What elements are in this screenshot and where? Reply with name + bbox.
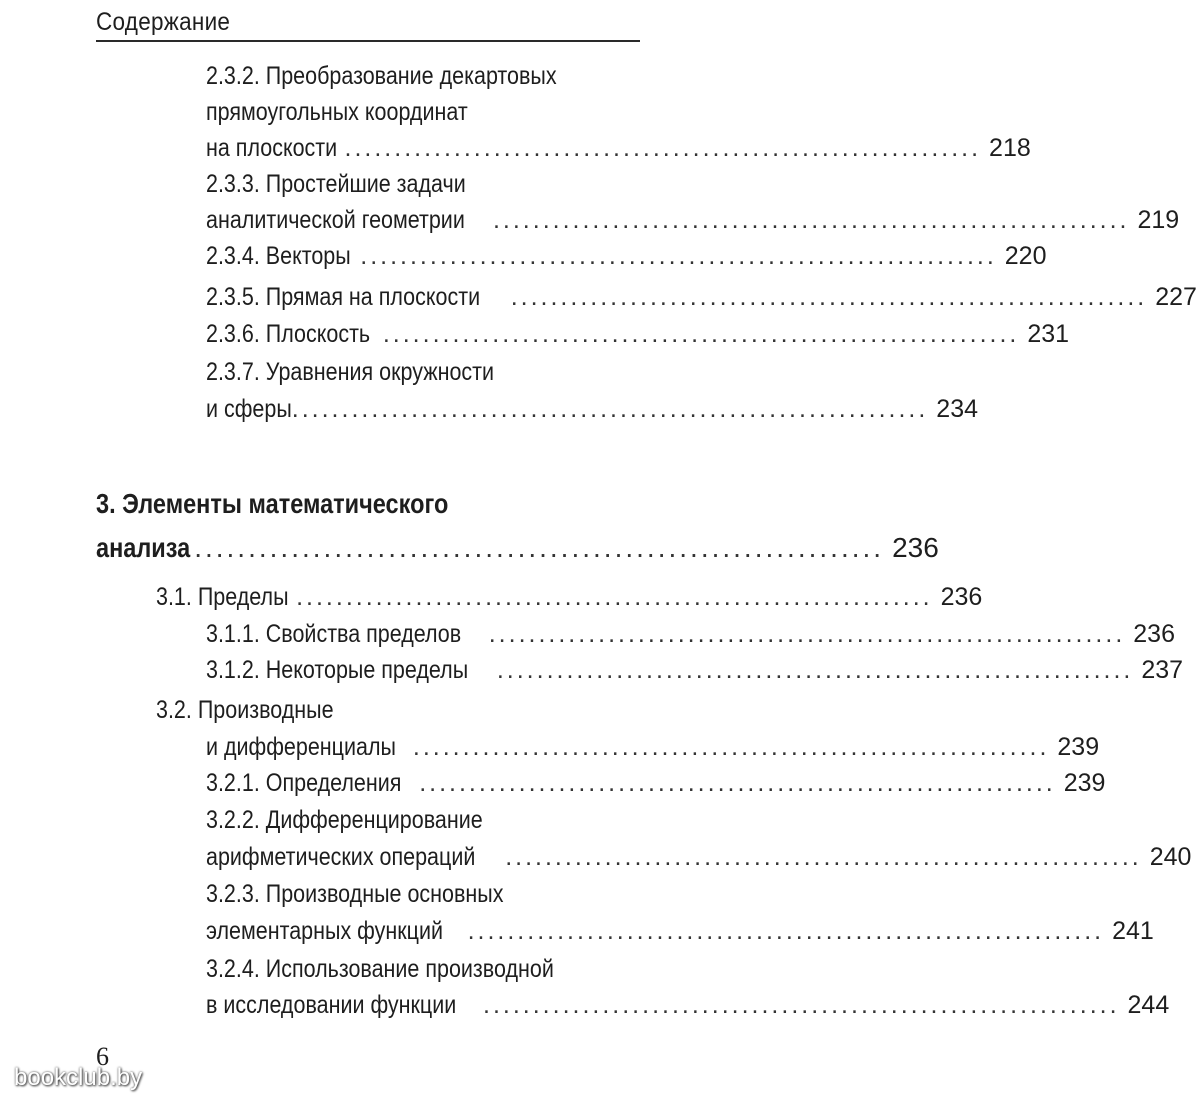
toc-entry-3-2-2-line1 (206, 802, 642, 838)
toc-entry-text: элементарных функций (206, 917, 443, 945)
toc-entry-2-3-3-line1 (206, 166, 642, 202)
toc-page-number: 220 (1004, 242, 1047, 270)
toc-entry-text: 2.3.2. Преобразование декартовых (206, 62, 557, 90)
toc-page-number: 219 (1137, 206, 1180, 234)
toc-entry-3-2-1[interactable] (206, 765, 1106, 801)
watermark: bookclub.by (14, 1064, 143, 1091)
toc-entry-text: 2.3.7. Уравнения окружности (206, 358, 495, 386)
toc-entry-2-3-4[interactable] (206, 238, 1047, 274)
toc-page-number: 236 (940, 583, 983, 611)
toc-chapter-3-line1 (96, 486, 656, 522)
toc-page-number: 240 (1149, 843, 1192, 871)
dot-leader: ................................................................ (483, 991, 1120, 1019)
dot-leader: ................................................................ (412, 733, 1050, 761)
toc-entry-text: арифметических операций (206, 843, 476, 871)
toc-entry-3-2-3-line1 (206, 876, 642, 912)
toc-entry-text: 3.2.1. Определения (206, 769, 402, 797)
toc-entry-text: прямоугольных координат (206, 98, 468, 126)
toc-page-number: 218 (989, 134, 1031, 162)
running-header (96, 4, 640, 42)
dot-leader: ................................................................ (488, 620, 1126, 648)
toc-page-number: 236 (1133, 620, 1175, 648)
dot-leader: ................................................................ (505, 843, 1142, 871)
toc-entry-3-2-2[interactable] (206, 839, 1192, 875)
toc-entry-2-3-2[interactable] (206, 130, 1031, 166)
toc-chapter-text: анализа (96, 532, 191, 563)
toc-entry-text: 2.3.6. Плоскость (206, 320, 371, 348)
toc-chapter-3[interactable] (96, 530, 939, 566)
toc-page-number: 234 (936, 395, 979, 423)
page-number: 6 (96, 1042, 109, 1071)
toc-entry-text: в исследовании функции (206, 991, 457, 1019)
dot-leader: ................................................................ (496, 656, 1134, 684)
toc-page-number: 227 (1155, 283, 1197, 311)
toc-entry-3-1-1[interactable] (206, 616, 1175, 652)
dot-leader: ................................................................ (419, 769, 1056, 797)
dot-leader: ................................................................ (467, 917, 1105, 945)
dot-leader: ................................................................ (492, 206, 1130, 234)
toc-page-number: 231 (1027, 320, 1070, 348)
toc-page-number: 239 (1057, 733, 1100, 761)
dot-leader: ................................................................ (194, 532, 885, 563)
toc-entry-2-3-3[interactable] (206, 202, 1180, 238)
toc-page-number: 239 (1063, 769, 1106, 797)
toc-entry-3-2-3[interactable] (206, 913, 1154, 949)
dot-leader: ................................................................ (291, 395, 929, 423)
toc-entry-3-1-2[interactable] (206, 652, 1184, 688)
toc-entry-text: 3.2.3. Производные основных (206, 880, 504, 908)
toc-section-3-2-line1 (156, 692, 640, 728)
toc-entry-text: 3.2.4. Использование производной (206, 955, 554, 983)
dot-leader: ................................................................ (296, 583, 933, 611)
toc-page-number: 244 (1127, 991, 1170, 1019)
toc-entry-text: 3.1.2. Некоторые пределы (206, 656, 469, 684)
toc-entry-2-3-5[interactable] (206, 279, 1197, 315)
dot-leader: ................................................................ (360, 242, 997, 270)
toc-section-3-2[interactable] (206, 729, 1100, 765)
toc-entry-3-2-4[interactable] (206, 987, 1170, 1023)
toc-entry-text: аналитической геометрии (206, 206, 465, 234)
toc-entry-2-3-7-line1 (206, 354, 642, 390)
toc-entry-text: 2.3.4. Векторы (206, 242, 351, 270)
toc-page-number: 241 (1112, 917, 1154, 945)
toc-page-number: 237 (1141, 656, 1184, 684)
toc-section-3-1[interactable] (156, 579, 983, 615)
toc-entry-text: на плоскости (206, 134, 338, 162)
toc-entry-text: 3.2. Производные (156, 696, 334, 724)
toc-entry-3-2-4-line1 (206, 951, 642, 987)
toc-entry-text: 2.3.5. Прямая на плоскости (206, 283, 481, 311)
toc-entry-text: 3.1. Пределы (156, 583, 289, 611)
toc-entry-2-3-2-line1 (206, 58, 642, 94)
header-title: Содержание (96, 8, 231, 36)
toc-entry-2-3-7[interactable] (206, 391, 979, 427)
dot-leader: ................................................................ (344, 134, 982, 162)
toc-entry-2-3-2-line2 (206, 94, 642, 130)
toc-entry-text: и дифференциалы (206, 733, 396, 761)
toc-entry-text: 3.1.1. Свойства пределов (206, 620, 462, 648)
dot-leader: ................................................................ (382, 320, 1020, 348)
dot-leader: ................................................................ (510, 283, 1148, 311)
toc-chapter-text: 3. Элементы математического (96, 488, 449, 519)
toc-entry-text: 3.2.2. Дифференцирование (206, 806, 483, 834)
toc-entry-text: 2.3.3. Простейшие задачи (206, 170, 466, 198)
toc-entry-2-3-6[interactable] (206, 316, 1070, 352)
toc-page-number: 236 (892, 532, 939, 563)
toc-entry-text: и сферы (206, 395, 292, 423)
